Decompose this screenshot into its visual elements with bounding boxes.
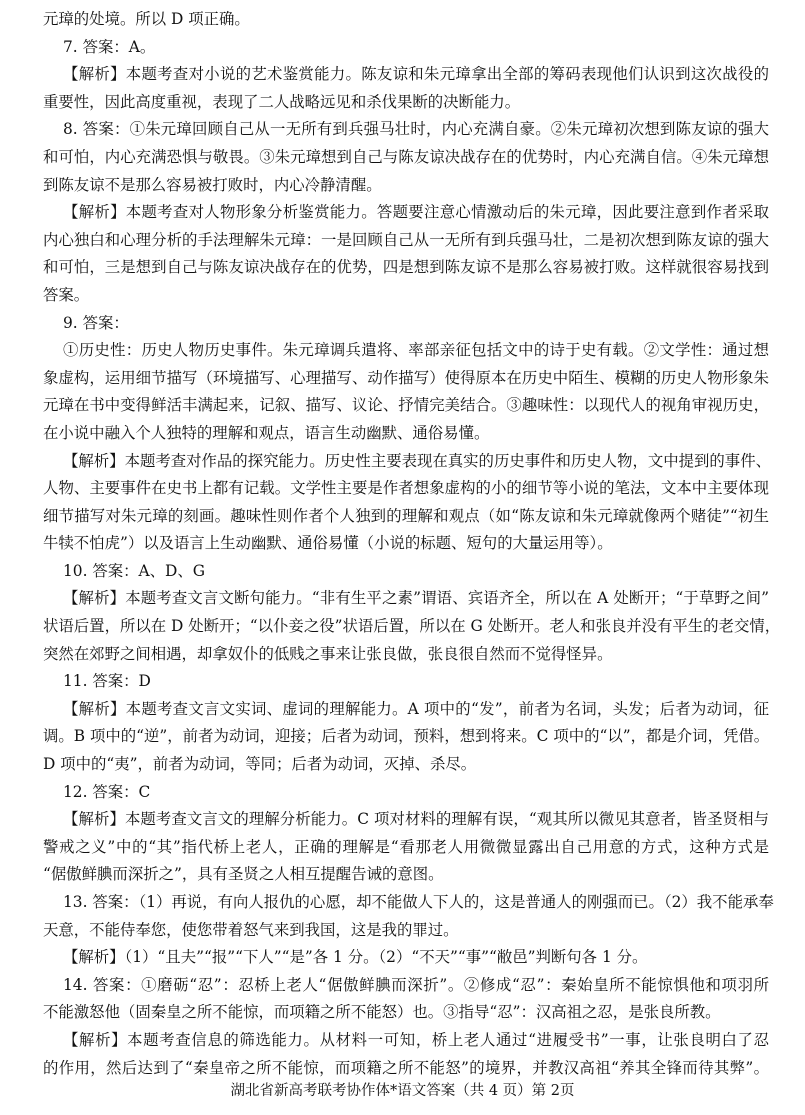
text-line: 和可怕，三是想到自己与陈友谅决战存在的优势，四是想到陈友谅不是那么容易被打败。这样就很容易找到 — [43, 258, 769, 277]
text-line: 元璋的处境。所以 D 项正确。 — [43, 10, 250, 28]
text-line: 人物、主要事件在史书上都有记载。文学性主要是作者想象虚构的小的细节等小说的笔法，文本中主要体现 — [43, 479, 769, 498]
text-line: 【解析】本题考查文言文断句能力。“非有生平之素”谓语、宾语齐全，所以在 A 处断开；“于草野之间” — [63, 589, 769, 608]
text-line: 9. 答案： — [63, 313, 129, 332]
text-line: 【解析】本题考查对小说的艺术鉴赏能力。陈友谅和朱元璋拿出全部的筹码表现他们认识到这次战役的 — [63, 65, 769, 84]
text-line: 天意，不能侍奉您，使您带着怒气来到我国，这是我的罪过。 — [43, 920, 459, 939]
text-line: 8. 答案：①朱元璋回顾自己从一无所有到兵强马壮时，内心充满自豪。②朱元璋初次想到陈友谅的强大 — [63, 120, 769, 139]
text-line: 【解析】本题考查文言文的理解分析能力。C 项对材料的理解有误，“观其所以微见其意者，皆圣贤相与 — [63, 810, 769, 829]
text-line: 重要性，因此高度重视，表现了二人战略远见和杀伐果断的决断能力。 — [43, 92, 521, 111]
text-line: 状语后置，所以在 D 处断开；“以仆妾之役”状语后置，所以在 G 处断开。老人和张良并没有平生的老交情， — [43, 617, 781, 636]
text-line: ①历史性：历史人物历史事件。朱元璋调兵遣将、率部亲征包括文中的诗于史有载。②文学性：通过想 — [63, 341, 769, 360]
text-line: 13. 答案：（1）再说，有向人报仇的心愿，却不能做人下人的，这是普通人的刚强而已。（2）我不能承奉 — [63, 893, 774, 911]
text-line: 14. 答案：①磨砺“忍”：忍桥上老人“倨傲鲜腆而深折”。②修成“忍”：秦始皇所不能惊惧他和项羽所 — [63, 975, 769, 994]
text-line: 在小说中融入个人独特的理解和观点，语言生动幽默、通俗易懂。 — [43, 423, 490, 442]
text-line: 和可怕，内心充满恐惧与敬畏。③朱元璋想到自己与陈友谅决战存在的优势时，内心充满自信。④朱元璋想 — [43, 147, 769, 166]
text-line: D 项中的“夷”，前者为动词，等同；后者为动词，灭掉、杀尽。 — [43, 755, 477, 774]
text-line: 内心独白和心理分析的手法理解朱元璋：一是回顾自己从一无所有到兵强马壮，二是初次想到陈友谅的强大 — [43, 230, 769, 249]
text-line: 警戒之义”中的“其”指代桥上老人，正确的理解是“看那老人用微微显露出自己用意的方式，这种方式是 — [43, 837, 769, 856]
text-line: “倨傲鲜腆而深折之”，具有圣贤之人相互提醒告诫的意图。 — [43, 865, 444, 884]
text-line: 到陈友谅不是那么容易被打败时，内心冷静清醒。 — [43, 175, 382, 194]
text-line: 不能激怒他（固秦皇之所不能惊，而项籍之所不能怒）也。③指导“忍”：汉高祖之忍，是张良所教。 — [43, 1003, 721, 1022]
text-line: 【解析】本题考查对人物形象分析鉴赏能力。答题要注意心情激动后的朱元璋，因此要注意到作者采取 — [63, 203, 769, 222]
text-line: 细节描写对朱元璋的刻画。趣味性则作者个人独到的理解和观点（如“陈友谅和朱元璋就像两个赌徒”“初生 — [43, 506, 769, 525]
text-line: 象虚构，运用细节描写（环境描写、心理描写、动作描写）使得原本在历史中陌生、模糊的历史人物形象朱 — [43, 368, 769, 387]
answer-page-body — [43, 6, 781, 1077]
text-line: 突然在郊野之间相遇，却拿奴仆的低贱之事来让张良做，张良很自然而不觉得怪异。 — [43, 644, 613, 663]
text-line: 10. 答案：A、D、G — [63, 561, 206, 580]
text-line: 12. 答案：C — [63, 782, 151, 801]
text-line: 11. 答案：D — [63, 672, 151, 691]
text-line: 【解析】本题考查对作品的探究能力。历史性主要表现在真实的历史事件和历史人物，文中提到的事件、 — [63, 451, 771, 470]
text-line: 【解析】本题考查文言文实词、虚词的理解能力。A 项中的“发”，前者为名词，头发；后者为动词，征 — [63, 699, 769, 718]
text-line: 答案。 — [43, 285, 90, 304]
text-line: 【解析】（1）“且夫”“报”“下人”“是”各 1 分。（2）“不天”“事”“敝邑”判断句各 1 分。 — [63, 948, 648, 967]
text-line: 【解析】本题考查信息的筛选能力。从材料一可知，桥上老人通过“进履受书”一事，让张良明白了忍 — [63, 1030, 769, 1049]
text-line: 元璋在书中变得鲜活丰满起来，记叙、描写、议论、抒情完美结合。③趣味性：以现代人的视角审视历史， — [43, 396, 769, 415]
text-line: 调。B 项中的“逆”，前者为动词，迎接；后者为动词，预料，想到将来。C 项中的“以”，都是介词，凭借。 — [43, 727, 770, 746]
text-line: 牛犊不怕虎”）以及语言上生动幽默、通俗易懂（小说的标题、短句的大量运用等）。 — [43, 534, 613, 553]
page-footer: 湖北省新高考联考协作体*语文答案（共 4 页）第 2页 — [230, 1083, 575, 1099]
text-line: 的作用，然后达到了“秦皇帝之所不能惊，而项籍之所不能怒”的境界，并教汉高祖“养其全锋而待其弊”。 — [43, 1058, 769, 1077]
text-line: 7. 答案：A。 — [63, 37, 156, 56]
